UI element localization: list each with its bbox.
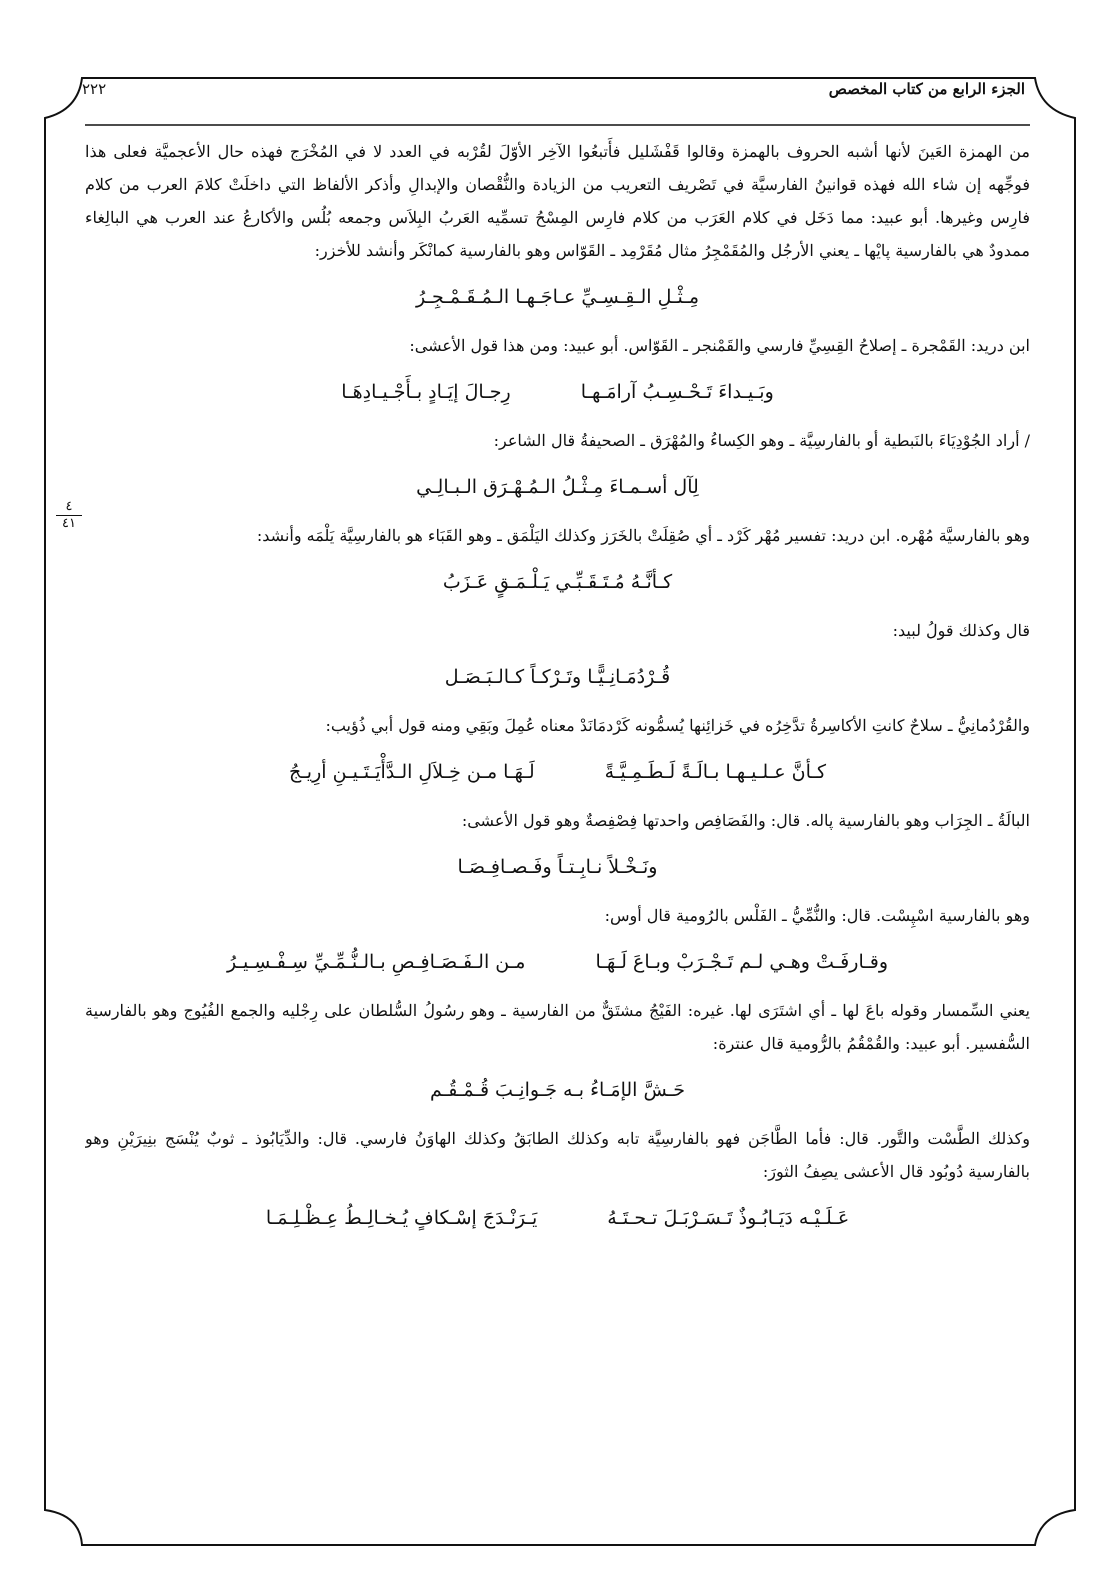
verse-4: كـأنَّـهُ مُـتَـقَـبِّـي يَـلْـمَـقٍ عَـزَبُ — [442, 571, 673, 593]
verse-5: قُـرْدُمَـانِـيًّـا وتَـرْكـاً كـالـبَـصَـل — [444, 666, 671, 688]
paragraph-4: وهو بالفارسيَّة مُهْره. ابن دريد: تفسير مُهْر كَرْد ـ أي صُقِلَتْ بالخَرَز وكذلك اليَلْمَق ـ وهو القَبَاء هو بالفارسِيَّة يَلْمَه وأنشد: — [256, 526, 1030, 545]
paragraph-10: وكذلك الطَّسْت والتَّور. قال: فأما الطَّاجَن فهو بالفارسِيَّة تابه وكذلك الطابَقُ وكذلك الهاوَنُ فارسي. قال: والدِّيَابُوذ ـ ثوبٌ يُنْسَج بنِيرَيْنِ وهو بالفارسية دُوبُود قال الأعشى يصِفُ الثورَ: — [85, 1129, 1030, 1181]
paragraph-6: والقُرْدُمانِيُّ ـ سلاحٌ كانتِ الأكاسِرةُ تدَّخِرُه في خَزائِنها يُسمُّونه كَرْدمَانَدْ معناه عُمِلَ وبَقِي ومنه قول أبي ذُؤيب: — [325, 716, 1030, 735]
paragraph-8: وهو بالفارسية اسْپِسْت. قال: والنُّمِّيُّ ـ الفَلْس بالرُومية قال أوس: — [604, 906, 1030, 925]
verse-6 — [85, 752, 1030, 792]
verse-10-first-hemistich: عَـلَـيْـه دَيَـابُـوذٌ تَـسَـرْبَـلَ تـحـتَـهُ — [607, 1207, 850, 1229]
paragraph-1: من الهمزة العَينَ لأنها أشبه الحروف بالهمزة وقالوا قَفْشَليل فأَتبعُوا الآخِر الأوّلَ لقُرْبه في العدد لا في المُخْرَج فهذه حال الأعجميَّة فعلى هذا فوجِّهه إن شاء الله فهذه قوانينُ الفارسيَّة في تَصْريف التعريب من الزيادة والنُّقْصان والإبدالِ وأذكر الألفاظ التي داخلَتْ كلامَ العرب من كلام فارِس وغيرها. أبو عبيد: مما دَخَل في كلام العَرَب من كلام فارِس المِسْحُ تسمِّيه العَربُ البِلاَس وجمعه بُلُس والأكارعُ عند العرب هي البالِغاء ممدودٌ هي بالفارسية پايْها ـ يعني الأرجُل والمُقَمْجِرُ مثال مُقَرْمِد ـ القَوّاس وهو بالفارسية كمانْكَر وأنشد للأخزر: — [85, 142, 1030, 260]
running-header-title: الجزء الرابع من كتاب المخصص — [828, 80, 1025, 98]
margin-page-reference — [52, 500, 86, 531]
verse-2 — [85, 372, 1030, 412]
verse-8-first-hemistich: وقـارفَـتْ وهـي لـم تَـجْـرَبْ وبـاعَ لَـهَـا — [595, 951, 889, 973]
verse-6-second-hemistich: لَـهَـا مـن خِـلاَلِ الـدَّأْيَـتَـيـنِ أرِيـجُ — [288, 761, 535, 783]
verse-10 — [85, 1198, 1030, 1238]
verse-1: مِـثْـلِ الـقِـسِـيِّ عـاجَـهـا الـمُـقَـمْـجِـرُ — [415, 286, 700, 308]
margin-ref-bottom: ٤١ — [62, 516, 76, 531]
paragraph-3: / أراد الجُوْدِيَاءَ بالنَبطية أو بالفارسِيَّة ـ وهو الكِساءُ والمُهْرَق ـ الصحيفةُ قال الشاعر: — [493, 431, 1030, 450]
paragraph-2: ابن دريد: القَمْجرة ـ إصلاحُ القِسِيِّ فارسي والقَمْنجر ـ القَوّاس. أبو عبيد: ومن هذا قول الأعشى: — [409, 336, 1030, 355]
verse-2-second-hemistich: رِجـالَ إيَـادٍ بـأَجْـيـادِهَـا — [341, 381, 511, 403]
page-number: ٢٢٢ — [82, 80, 107, 98]
page-body — [85, 135, 1030, 1535]
verse-2-first-hemistich: وبَـيـداءَ تَـحْـسِـبُ آرامَـهـا — [580, 381, 774, 403]
paragraph-5: قال وكذلك قولُ لبيد: — [892, 621, 1030, 640]
verse-10-second-hemistich: يَـرَنْـدَجَ إسْـكافٍ يُـخـالِـطُ عِـظْـلِـمَـا — [265, 1207, 538, 1229]
margin-ref-top: ٤ — [65, 499, 73, 514]
paragraph-9: يعني السِّمسار وقوله باعَ لها ـ أي اشتَرَى لها. غيره: الفَيْجُ مشتَقٌّ من الفارسية ـ وهو رسُولُ السُّلطان على رِجْليه والجمع الفُيُوج وهو بالفارسية السُّفسير. أبو عبيد: والقُمْقُمُ بالرُّومية قال عنترة: — [85, 1001, 1030, 1053]
verse-6-first-hemistich: كـأنَّ عـلـيـهـا بـالَـةً لَـطَـمِـيَّـةً — [604, 761, 827, 783]
verse-3: لِآل أسـمـاءَ مِـثْـلُ الـمُـهْـرَق الـبـالِـي — [416, 476, 699, 498]
paragraph-7: البالَةُ ـ الجِرَاب وهو بالفارسية پاله. قال: والفَصَافِص واحدتها فِصْفِصةٌ وهو قول الأعشى: — [461, 811, 1030, 830]
verse-8 — [85, 942, 1030, 982]
verse-7: ونَـخْـلاً نـابِـتـاً وفَـصـافِـصَـا — [457, 856, 658, 878]
verse-8-second-hemistich: مـن الـفَـصَـافِـصِ بـالـنُّـمِّـيِّ سِـفْـسِـيـرُ — [226, 951, 526, 973]
verse-9: حَـشَّ الإمَـاءُ بـه جَـوانِـبَ قُـمْـقُـم — [430, 1079, 685, 1101]
